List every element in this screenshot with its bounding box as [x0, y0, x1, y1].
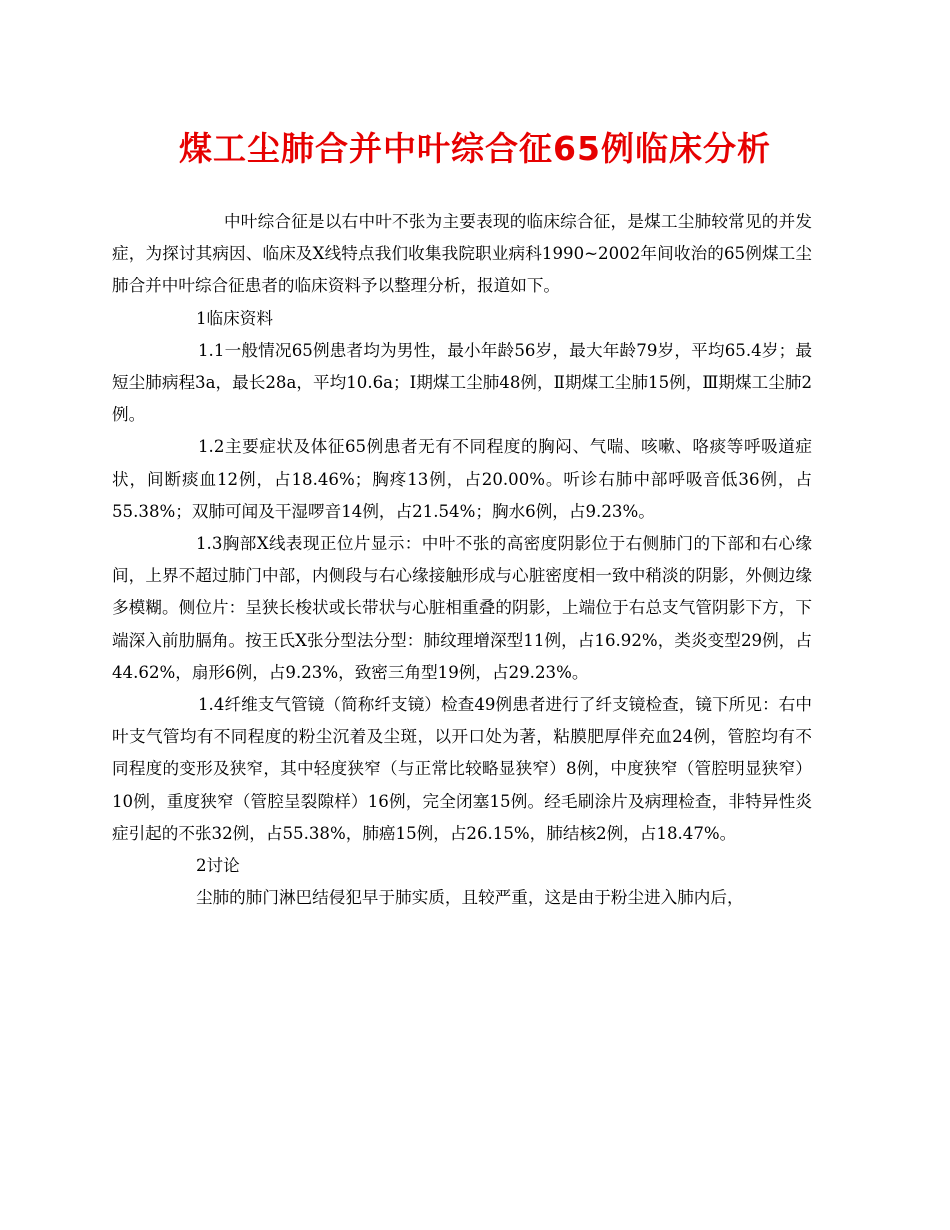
paragraph-general-info: 1.1一般情况65例患者均为男性，最小年龄56岁，最大年龄79岁，平均65.4岁；最短尘肺病程3a，最长28a，平均10.6a；Ⅰ期煤工尘肺48例，Ⅱ期煤工尘肺15例，Ⅲ期煤工尘肺2例。 [112, 340, 812, 425]
intro-paragraph: 中叶综合征是以右中叶不张为主要表现的临床综合征，是煤工尘肺较常见的并发症，为探讨其病因、临床及X线特点我们收集我院职业病科1990~2002年间收治的65例煤工尘肺合并中叶综合征患者的临床资料予以整理分析，报道如下。 [112, 212, 812, 296]
document-title: 煤工尘肺合并中叶综合征65例临床分析 [179, 129, 771, 168]
section-heading-clinical-data: 1临床资料 [196, 308, 273, 328]
paragraph-discussion: 尘肺的肺门淋巴结侵犯早于肺实质，且较严重，这是由于粉尘进入肺内后， [196, 888, 744, 908]
document-body [112, 206, 812, 914]
paragraph-bronchoscopy: 1.4纤维支气管镜（简称纤支镜）检查49例患者进行了纤支镜检查，镜下所见：右中叶支气管均有不同程度的粉尘沉着及尘斑，以开口处为著，粘膜肥厚伴充血24例，管腔均有不同程度的变形及狭窄，其中轻度狭窄（与正常比较略显狭窄）8例，中度狭窄（管腔明显狭窄）10例，重度狭窄（管腔呈裂隙样）16例，完全闭塞15例。经毛刷涂片及病理检查，非特异性炎症引起的不张32例，占55.38%，肺癌15例，占26.15%，肺结核2例，占18.47%。 [112, 695, 812, 843]
paragraph-xray: 1.3胸部X线表现正位片显示：中叶不张的高密度阴影位于右侧肺门的下部和右心缘间，上界不超过肺门中部，内侧段与右心缘接触形成与心脏密度相一致中稍淡的阴影，外侧边缘多模糊。侧位片：呈狭长梭状或长带状与心脏相重叠的阴影，上端位于右总支气管阴影下方，下端深入前肋膈角。按王氏X张分型法分型：肺纹理增深型11例，占16.92%，类炎变型29例，占44.62%，扇形6例，占9.23%，致密三角型19例，占29.23%。 [112, 534, 812, 682]
paragraph-symptoms: 1.2主要症状及体征65例患者无有不同程度的胸闷、气喘、咳嗽、咯痰等呼吸道症状，间断痰血12例，占18.46%；胸疼13例，占20.00%。听诊右肺中部呼吸音低36例，占55.38%；双肺可闻及干湿啰音14例，占21.54%；胸水6例，占9.23%。 [112, 437, 812, 521]
section-heading-discussion: 2讨论 [196, 856, 240, 876]
